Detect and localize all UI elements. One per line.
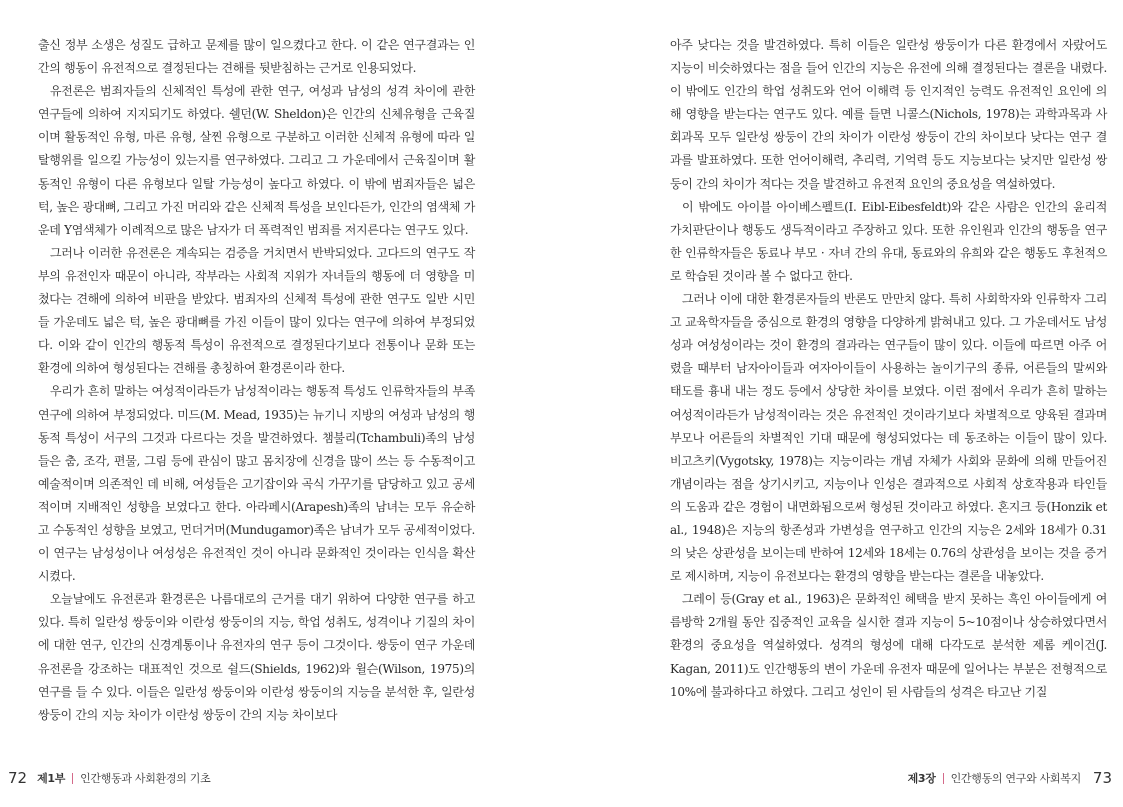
- paragraph: 그레이 등(Gray et al., 1963)은 문화적인 혜택을 받지 못하는 흑인 아이들에게 여름방학 2개월 동안 집중적인 교육을 실시한 결과 지능이 5~10점이나 상승하였다면서 환경의 중요성을 역설하였다. 성격의 형성에 대해 다각도로 분석한 제롬 케이건(J. Kagan, 2011)도 인간행동의 변이 가운데 유전자 때문에 일어나는 부분은 전형적으로 10%에 불과하다고 하였다. 그리고 성인이 된 사람들의 성격은 타고난 기질: [670, 592, 1107, 699]
- left-page-body: [38, 34, 475, 727]
- paragraph: 출신 정부 소생은 성질도 급하고 문제를 많이 일으켰다고 한다. 이 같은 연구결과는 인간의 행동이 유전적으로 결정된다는 견해를 뒷받침하는 근거로 인용되었다.: [38, 38, 475, 76]
- chapter-label: 제3장: [907, 772, 936, 785]
- right-page-footer: [908, 766, 1112, 790]
- paragraph: 그러나 이에 대한 환경론자들의 반론도 만만치 않다. 특히 사회학자와 인류학자 그리고 교육학자들을 중심으로 환경의 영향을 다양하게 밝혀내고 있다. 그 가운데서도 남성성과 여성성이라는 것이 환경의 결과라는 연구들이 많이 있다. 이들에 따르면 아주 어렸을 때부터 남자아이들과 여자아이들이 사용하는 놀이기구의 종류, 어른들의 말씨와 태도를 흉내 내는 정도 등에서 상당한 차이를 보였다. 이런 점에서 우리가 흔히 말하는 여성적이라든가 남성적이라는 것은 유전적인 것이라기보다 차별적으로 양육된 결과며 부모나 어른들의 차별적인 기대 때문에 형성되었다는 데 동조하는 이들이 많이 있다. 비고츠키(Vygotsky, 1978)는 지능이라는 개념 자체가 사회와 문화에 의해 만들어진 개념이라는 점을 상기시키고, 지능이나 인성은 결과적으로 사회적 상호작용과 타인들의 도움과 같은 경험이 내면화됨으로써 형성된 것이라고 하였다. 혼지크 등(Honzik et al., 1948)은 지능의 항존성과 가변성을 연구하고 인간의 지능은 2세와 18세가 0.31의 낮은 상관성을 보이는데 반하여 12세와 18세는 0.76의 상관성을 보이는 것을 증거로 제시하며, 지능이 유전보다는 환경의 영향을 받는다는 결론을 내놓았다.: [670, 292, 1107, 584]
- part-title: 인간행동과 사회환경의 기초: [80, 772, 211, 785]
- page-number: 73: [1092, 769, 1112, 787]
- right-page-body: [670, 34, 1107, 704]
- paragraph: 우리가 흔히 말하는 여성적이라든가 남성적이라는 행동적 특성도 인류학자들의 부족 연구에 의하여 부정되었다. 미드(M. Mead, 1935)는 뉴기니 지방의 여성과 남성의 행동적 특성이 서구의 그것과 다르다는 것을 발견하였다. 챔불리(Tchambuli)족의 남성들은 춤, 조각, 편물, 그림 등에 관심이 많고 몸치장에 신경을 많이 쓰는 등 수동적이고 예술적이며 의존적인 데 비해, 여성들은 고기잡이와 곡식 가꾸기를 담당하고 있고 공세적이며 지배적인 성향을 보였다고 한다. 아라페시(Arapesh)족의 남녀는 모두 유순하고 수동적인 성향을 보였고, 먼더거머(Mundugamor)족은 남녀가 모두 공세적이었다. 이 연구는 남성성이나 여성성은 유전적인 것이 아니라 문화적인 것이라는 인식을 확산시켰다.: [38, 384, 475, 584]
- paragraph: 이 밖에도 아이블 아이베스펠트(I. Eibl-Eibesfeldt)와 같은 사람은 인간의 윤리적 가치판단이나 행동도 생득적이라고 주장하고 있다. 또한 유인원과 인간의 행동을 연구한 인류학자들은 동료나 부모 · 자녀 간의 유대, 동료와의 유희와 같은 행동도 후천적으로 학습된 것이라 볼 수 없다고 한다.: [670, 199, 1107, 283]
- right-page: [562, 0, 1123, 807]
- paragraph: 유전론은 범죄자들의 신체적인 특성에 관한 연구, 여성과 남성의 성격 차이에 관한 연구들에 의하여 지지되기도 하였다. 쉘던(W. Sheldon)은 인간의 신체유형을 근육질이며 활동적인 유형, 마른 유형, 살찐 유형으로 구분하고 이러한 신체적 유형에 따라 일탈행위를 일으킬 가능성이 있는지를 연구하였다. 그리고 그 가운데에서 근육질이며 활동적인 유형이 다른 유형보다 일탈 가능성이 높다고 하였다. 이 밖에 범죄자들은 넓은 턱, 높은 광대뼈, 그리고 가진 머리와 같은 신체적 특성을 보인다든가, 인간의 염색체 가운데 Y염색체가 이례적으로 많은 남자가 더 폭력적인 범죄를 저지른다는 연구도 있다.: [38, 84, 475, 237]
- part-label: 제1부: [37, 772, 66, 785]
- paragraph: 아주 낮다는 것을 발견하였다. 특히 이들은 일란성 쌍둥이가 다른 환경에서 자랐어도 지능이 비슷하였다는 점을 들어 인간의 지능은 유전에 의해 결정된다는 결론을 내렸다. 이 밖에도 인간의 학업 성취도와 언어 이해력 등 인지적인 능력도 유전적인 요인에 의해 영향을 받는다는 연구도 있다. 예를 들면 니콜스(Nichols, 1978)는 과학과목과 사회과목 모두 일란성 쌍둥이 간의 차이가 이란성 쌍둥이 간의 차이보다 낮다는 연구 결과를 발표하였다. 또한 언어이해력, 추리력, 기억력 등도 지능보다는 낮지만 일란성 쌍둥이 간의 차이가 적다는 것을 발견하고 유전적 요인의 중요성을 역설하였다.: [670, 38, 1107, 191]
- left-page-footer: [8, 766, 210, 790]
- footer-divider: [943, 773, 944, 784]
- paragraph: 그러나 이러한 유전론은 계속되는 검증을 거치면서 반박되었다. 고다드의 연구도 작부의 유전인자 때문이 아니라, 작부라는 사회적 지위가 자녀들의 행동에 더 영향을 미쳤다는 견해에 의하여 비판을 받았다. 범죄자의 신체적 특성에 관한 연구도 일반 시민들 가운데도 넓은 턱, 높은 광대뼈를 가진 이들이 많이 있다는 연구에 의하여 부정되었다. 이와 같이 인간의 행동적 특성이 유전적으로 결정된다기보다 전통이나 문화 또는 환경에 의하여 형성된다는 견해를 총칭하여 환경론이라 한다.: [38, 245, 475, 376]
- paragraph: 오늘날에도 유전론과 환경론은 나름대로의 근거를 대기 위하여 다양한 연구를 하고 있다. 특히 일란성 쌍둥이와 이란성 쌍둥이의 지능, 학업 성취도, 성격이나 기질의 차이에 대한 연구, 인간의 신경계통이나 유전자의 연구 등이 그것이다. 쌍둥이 연구 가운데 유전론을 강조하는 대표적인 것으로 쉴드(Shields, 1962)와 윌슨(Wilson, 1975)의 연구를 들 수 있다. 이들은 일란성 쌍둥이와 이란성 쌍둥이의 지능을 분석한 후, 일란성 쌍둥이 간의 지능 차이가 이란성 쌍둥이 간의 지능 차이보다: [38, 592, 475, 722]
- footer-divider: [72, 773, 73, 784]
- left-page: [0, 0, 561, 807]
- page-number: 72: [8, 769, 28, 787]
- chapter-title: 인간행동의 연구와 사회복지: [950, 772, 1081, 785]
